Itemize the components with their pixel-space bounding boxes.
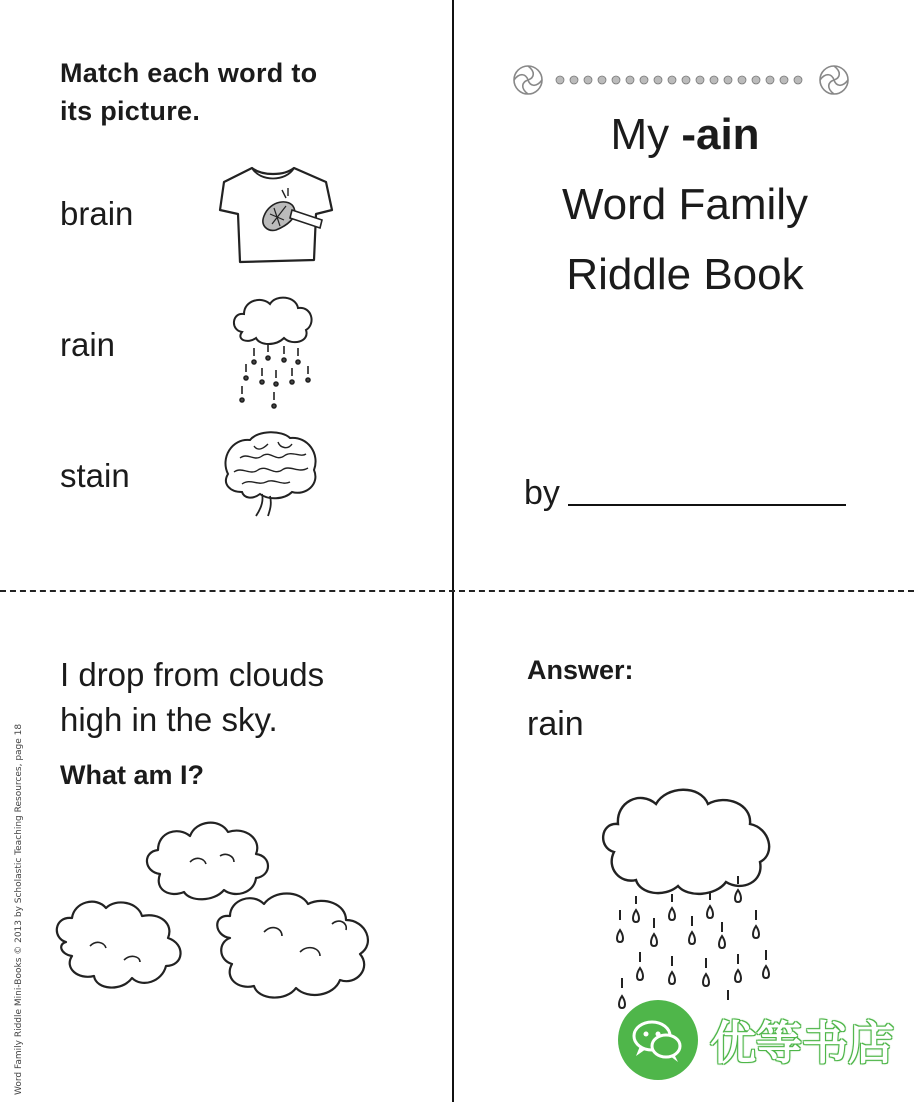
by-label: by bbox=[524, 474, 560, 512]
author-name-line[interactable] bbox=[568, 504, 846, 506]
watermark-text: 优等书店 bbox=[710, 1016, 894, 1070]
word-rain: rain bbox=[60, 326, 116, 363]
pinwheel-border-icon bbox=[508, 60, 856, 100]
horizontal-cut-line bbox=[0, 590, 914, 592]
answer-word: rain bbox=[527, 705, 584, 743]
cloud-right-icon bbox=[217, 894, 368, 998]
side-credit: Word Family Riddle Mini-Books © 2013 by Scholastic Teaching Resources, page 18 bbox=[14, 723, 24, 1095]
title-my: My bbox=[610, 110, 670, 159]
riddle-line-1: I drop from clouds bbox=[60, 656, 325, 693]
clouds-illustration bbox=[50, 812, 390, 1012]
word-brain: brain bbox=[60, 195, 134, 232]
riddle-line-2: high in the sky. bbox=[60, 701, 278, 738]
cover-title-line-1 bbox=[475, 100, 895, 170]
word-stain: stain bbox=[60, 457, 130, 494]
cloud-top-icon bbox=[147, 823, 268, 900]
instruction-line-1: Match each word to bbox=[60, 58, 318, 88]
cover-title-line-2: Word Family bbox=[561, 180, 809, 229]
brain-icon bbox=[218, 428, 322, 518]
answer-label: Answer: bbox=[527, 655, 634, 685]
cloud-left-icon bbox=[57, 902, 181, 988]
riddle-question: What am I? bbox=[60, 760, 205, 790]
instruction-line-2: its picture. bbox=[60, 96, 201, 126]
rain-cloud-answer-icon bbox=[596, 782, 780, 1030]
cover-title-line-3: Riddle Book bbox=[566, 250, 804, 299]
stained-shirt-icon bbox=[214, 160, 338, 268]
rain-cloud-icon bbox=[228, 292, 320, 414]
title-suffix: -ain bbox=[681, 110, 760, 159]
match-instructions bbox=[60, 54, 317, 130]
vertical-fold-line bbox=[452, 0, 454, 1102]
wechat-icon bbox=[618, 1000, 698, 1080]
watermark bbox=[618, 1000, 894, 1080]
